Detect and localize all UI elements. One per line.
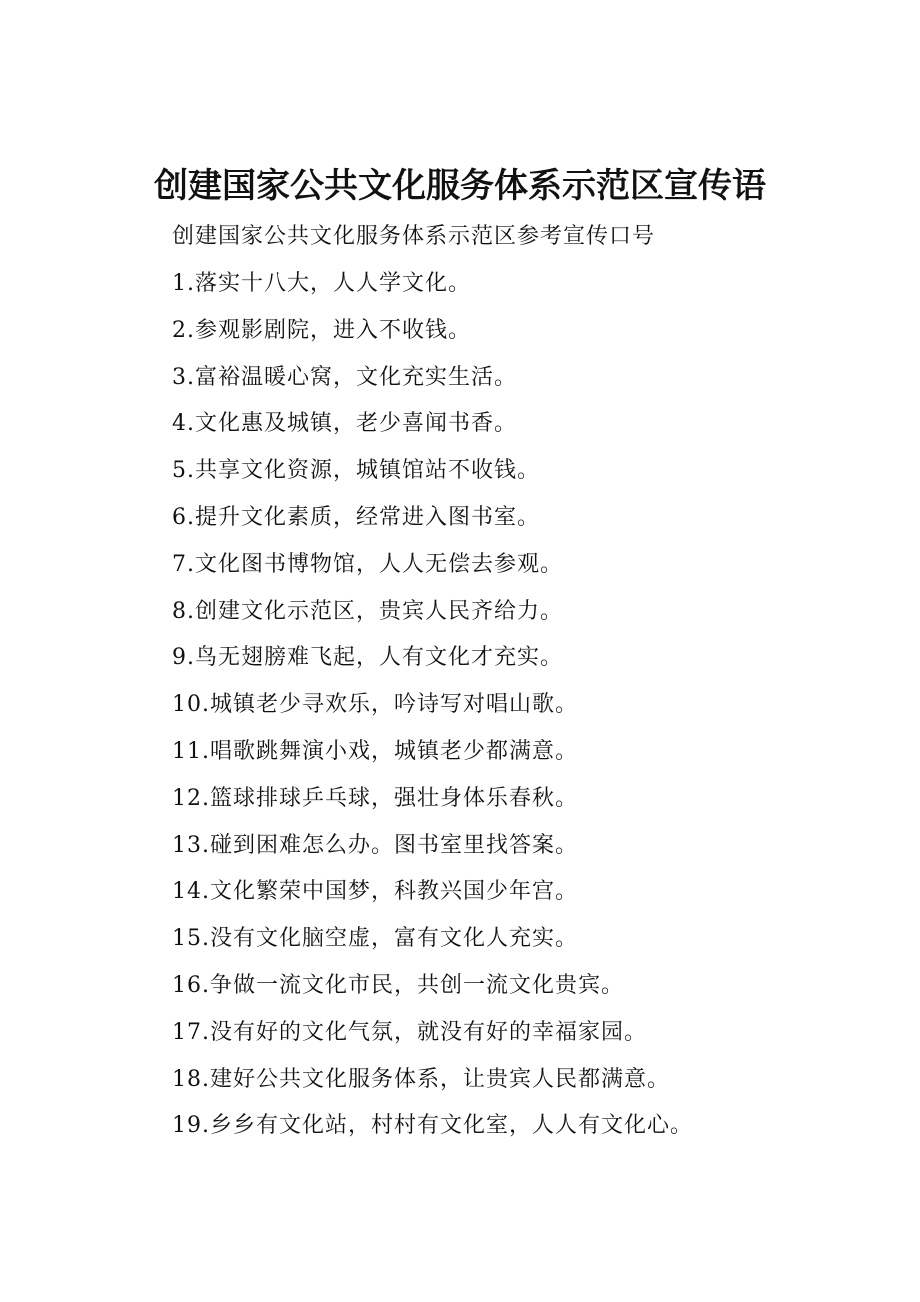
slogan-item: 4.文化惠及城镇，老少喜闻书香。 xyxy=(172,411,517,437)
slogan-list xyxy=(172,267,693,1156)
document-title: 创建国家公共文化服务体系示范区宣传语 xyxy=(154,166,766,206)
slogan-item: 15.没有文化脑空虚，富有文化人充实。 xyxy=(172,926,578,952)
slogan-item: 7.文化图书博物馆，人人无偿去参观。 xyxy=(172,551,563,577)
slogan-item: 14.文化繁荣中国梦，科教兴国少年宫。 xyxy=(172,879,578,905)
slogan-item: 3.富裕温暖心窝，文化充实生活。 xyxy=(172,364,517,390)
slogan-item: 12.篮球排球乒乓球，强壮身体乐春秋。 xyxy=(172,785,578,811)
document-subtitle: 创建国家公共文化服务体系示范区参考宣传口号 xyxy=(172,224,656,249)
slogan-item: 5.共享文化资源，城镇馆站不收钱。 xyxy=(172,458,540,484)
slogan-item: 13.碰到困难怎么办。图书室里找答案。 xyxy=(172,832,578,858)
slogan-item: 1.落实十八大，人人学文化。 xyxy=(172,271,471,296)
slogan-item: 2.参观影剧院，进入不收钱。 xyxy=(172,317,471,343)
slogan-item: 11.唱歌跳舞演小戏，城镇老少都满意。 xyxy=(172,738,578,764)
slogan-item: 8.创建文化示范区，贵宾人民齐给力。 xyxy=(172,598,563,624)
slogan-item: 17.没有好的文化气氛，就没有好的幸福家园。 xyxy=(172,1019,647,1045)
slogan-item: 16.争做一流文化市民，共创一流文化贵宾。 xyxy=(172,972,624,998)
slogan-item: 10.城镇老少寻欢乐，吟诗写对唱山歌。 xyxy=(172,692,578,718)
slogan-item: 18.建好公共文化服务体系，让贵宾人民都满意。 xyxy=(172,1066,670,1092)
slogan-item: 19.乡乡有文化站，村村有文化室，人人有文化心。 xyxy=(172,1113,693,1139)
slogan-item: 9.鸟无翅膀难飞起，人有文化才充实。 xyxy=(172,645,563,671)
slogan-item: 6.提升文化素质，经常进入图书室。 xyxy=(172,504,540,530)
